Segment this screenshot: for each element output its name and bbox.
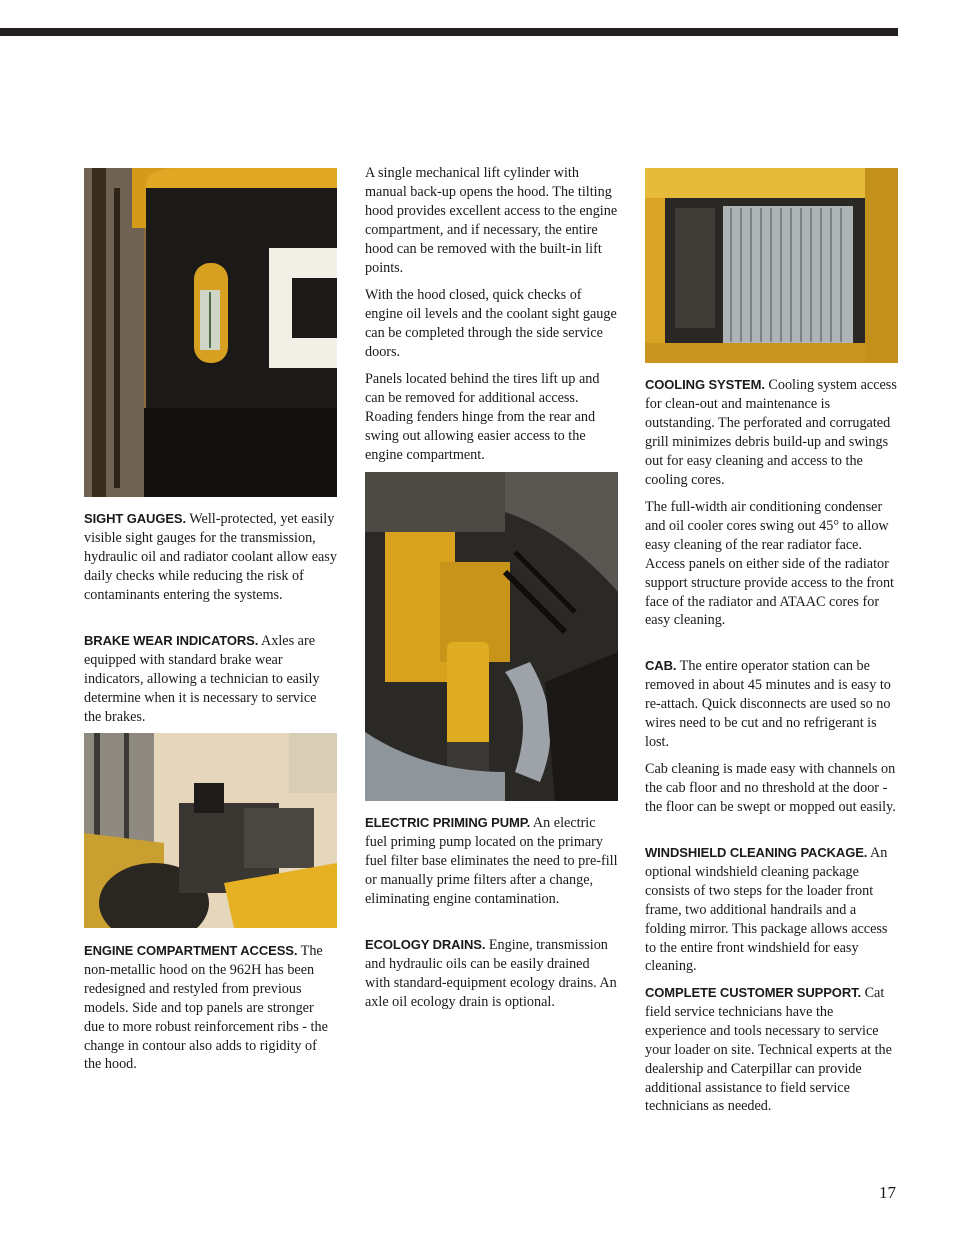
panels-paragraph: Panels located behind the tires lift up and can be removed for additional access. Roading fenders hinge from the rear and swing out allowing easier access to the engine compartment. <box>365 371 600 463</box>
sight-gauges-heading: SIGHT GAUGES. <box>84 511 186 526</box>
electric-priming-pump-photo <box>365 472 618 801</box>
priming-pump-paragraph <box>365 814 618 909</box>
ecology-drains-paragraph <box>365 936 618 1012</box>
cab-paragraph <box>645 657 898 752</box>
hood-closed-paragraph: With the hood closed, quick checks of engine oil levels and the coolant sight gauge can be completed through the side service doors. <box>365 287 617 360</box>
full-width-cores-paragraph: The full-width air conditioning condenser and oil cooler cores swing out 45° to allow easy cleaning of the rear radiator face. Access panels on either side of the radiator support structure provide access to the front face of the radiator and ATAAC cores for easy cleaning. <box>645 499 894 629</box>
windshield-paragraph <box>645 844 898 976</box>
engine-access-heading: ENGINE COMPARTMENT ACCESS. <box>84 943 298 958</box>
cooling-system-photo <box>645 168 898 363</box>
windshield-heading: WINDSHIELD CLEANING PACKAGE. <box>645 845 868 860</box>
support-paragraph <box>645 984 898 1116</box>
sight-gauges-photo <box>84 168 337 497</box>
priming-pump-text: An electric fuel priming pump located on the primary fuel filter base eliminates the need to pre-fill or manually prime filters after a change, eliminating engine contamination. <box>365 815 618 907</box>
ecology-drains-text: Engine, transmission and hydraulic oils can be easily drained with standard-equipment ecology drains. An axle oil ecology drain is optional. <box>365 937 617 1010</box>
sight-gauges-text: Well-protected, yet easily visible sight gauges for the transmission, hydraulic oil and radiator coolant allow easy daily checks while reducing the risk of contaminants entering the systems. <box>84 511 337 603</box>
priming-pump-heading: ELECTRIC PRIMING PUMP. <box>365 815 531 830</box>
engine-compartment-photo <box>84 733 337 928</box>
brake-wear-text: Axles are equipped with standard brake wear indicators, allowing a technician to easily determine when it is necessary to service the brakes. <box>84 633 320 725</box>
support-heading: COMPLETE CUSTOMER SUPPORT. <box>645 985 862 1000</box>
cooling-text: Cooling system access for clean-out and maintenance is outstanding. The perforated and corrugated grill minimizes debris build-up and swings out for easy cleaning and access to the cooling cores. <box>645 377 897 488</box>
hood-lift-paragraph: A single mechanical lift cylinder with manual back-up opens the hood. The tilting hood provides excellent access to the engine compartment, and if necessary, the entire hood can be removed with the built-in lift points. <box>365 165 618 276</box>
cooling-paragraph <box>645 376 898 489</box>
cab-cleaning-paragraph: Cab cleaning is made easy with channels on the cab floor and no threshold at the door - the floor can be swept or mopped out easily. <box>645 761 896 815</box>
brake-wear-heading: BRAKE WEAR INDICATORS. <box>84 633 259 648</box>
top-rule <box>0 28 898 36</box>
windshield-text: An optional windshield cleaning package consists of two steps for the loader front frame, two additional handrails and a folding mirror. This package allows access to the entire front windshield for easy cleaning. <box>645 845 888 975</box>
engine-access-paragraph <box>84 942 337 1074</box>
cab-heading: CAB. <box>645 658 677 673</box>
engine-access-text: The non-metallic hood on the 962H has been redesigned and restyled from previous models. Side and top panels are stronger due to more robust reinforcement ribs - the change in contour also adds to rigidity of the hood. <box>84 943 328 1073</box>
brake-wear-paragraph <box>84 632 337 727</box>
support-text: Cat field service technicians have the experience and tools necessary to service your loader on site. Technical experts at the dealership and Caterpillar can provide additional assistance to field service technicians as needed. <box>645 985 892 1115</box>
page-number: 17 <box>879 1183 896 1202</box>
cab-text: The entire operator station can be removed in about 45 minutes and is easy to re-attach. Quick disconnects are used so no wires need to be cut and no refrigerant is lost. <box>645 658 891 750</box>
cooling-heading: COOLING SYSTEM. <box>645 377 765 392</box>
ecology-drains-heading: ECOLOGY DRAINS. <box>365 937 486 952</box>
sight-gauges-paragraph <box>84 510 337 605</box>
